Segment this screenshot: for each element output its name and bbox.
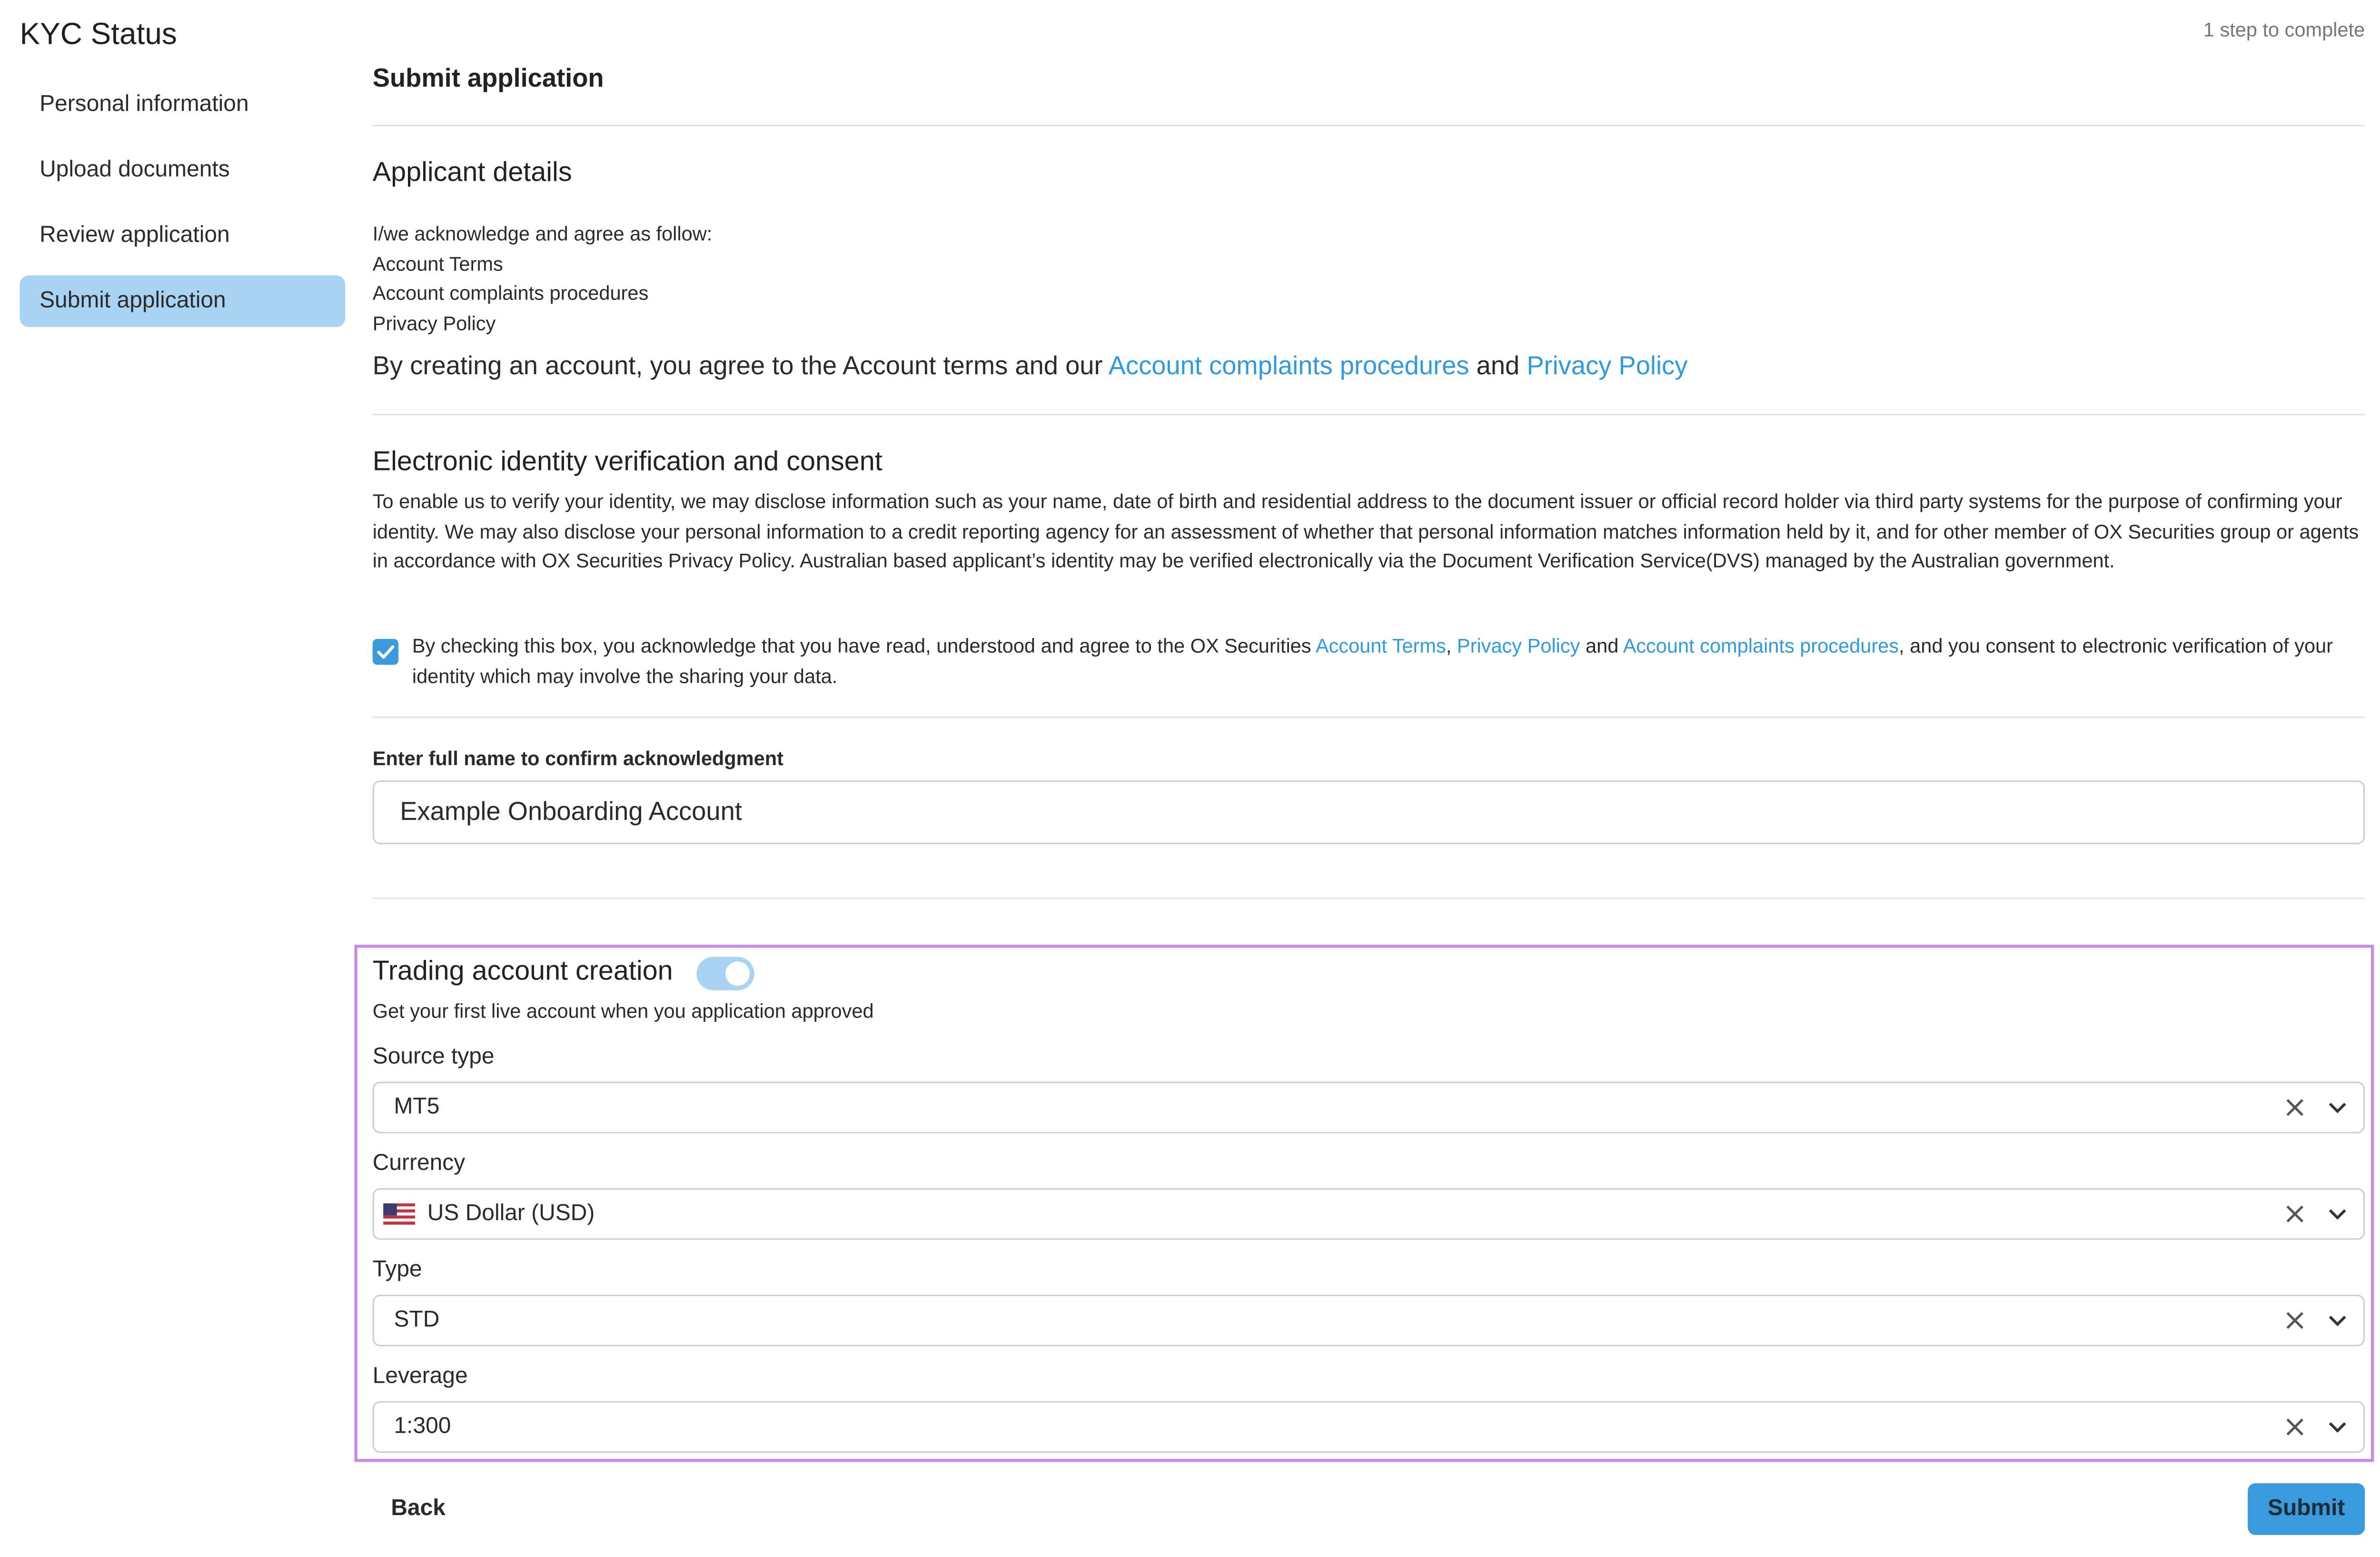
submit-button[interactable]: Submit	[2248, 1483, 2365, 1535]
trading-account-subtitle: Get your first live account when you application approved	[372, 999, 874, 1023]
currency-select[interactable]	[373, 1188, 2365, 1240]
agreement-prefix: By creating an account, you agree to the Account terms and our	[372, 351, 1109, 380]
source-type-label: Source type	[372, 1043, 495, 1070]
sidebar-title: KYC Status	[20, 18, 177, 52]
trading-account-toggle[interactable]	[696, 957, 754, 990]
source-type-value: MT5	[394, 1094, 440, 1120]
chevron-down-icon[interactable]	[2327, 1313, 2348, 1328]
leverage-value: 1:300	[394, 1413, 451, 1439]
agreement-and: and	[1469, 351, 1527, 380]
currency-label: Currency	[372, 1150, 466, 1176]
clear-icon[interactable]	[2284, 1097, 2306, 1118]
divider	[373, 125, 2365, 126]
eid-heading: Electronic identity verification and consent	[372, 446, 883, 477]
toggle-knob	[725, 961, 750, 986]
check-icon	[373, 639, 398, 665]
clear-icon[interactable]	[2284, 1310, 2306, 1331]
consent-sep: ,	[1446, 634, 1457, 658]
divider	[373, 717, 2365, 718]
privacy-policy-link[interactable]: Privacy Policy	[1457, 634, 1580, 658]
consent-text	[412, 631, 2344, 691]
leverage-label: Leverage	[372, 1363, 468, 1389]
clear-icon[interactable]	[2284, 1417, 2306, 1438]
steps-remaining: 1 step to complete	[2203, 18, 2365, 41]
acknowledgement-list	[373, 219, 712, 338]
sidebar-item-submit-application[interactable]: Submit application	[20, 275, 346, 327]
chevron-down-icon[interactable]	[2327, 1419, 2348, 1435]
source-type-select[interactable]	[373, 1082, 2365, 1134]
leverage-select[interactable]	[373, 1401, 2365, 1453]
sidebar-item-upload-documents[interactable]: Upload documents	[40, 157, 230, 183]
currency-value: US Dollar (USD)	[427, 1200, 595, 1227]
acknowledgement-line: Privacy Policy	[372, 311, 496, 334]
full-name-input[interactable]	[373, 780, 2365, 844]
type-select[interactable]	[373, 1295, 2365, 1347]
acknowledgement-line: I/we acknowledge and agree as follow:	[372, 222, 713, 245]
account-terms-link[interactable]: Account Terms	[1315, 634, 1446, 658]
us-flag-icon	[383, 1203, 415, 1225]
acknowledgement-line: Account complaints procedures	[372, 281, 649, 304]
page-title: Submit application	[372, 64, 604, 93]
account-complaints-procedures-link[interactable]: Account complaints procedures	[1108, 351, 1469, 380]
divider	[373, 414, 2365, 415]
full-name-label: Enter full name to confirm acknowledgment	[372, 747, 783, 770]
consent-prefix: By checking this box, you acknowledge that you have read, understood and agree to the OX Securities	[412, 634, 1316, 658]
type-label: Type	[372, 1257, 422, 1283]
trading-account-title: Trading account creation	[372, 955, 673, 986]
type-value: STD	[394, 1307, 440, 1333]
acknowledgement-line: Account Terms	[372, 251, 503, 275]
consent-checkbox[interactable]	[373, 639, 398, 665]
chevron-down-icon[interactable]	[2327, 1207, 2348, 1222]
account-agreement-text	[373, 351, 1688, 382]
clear-icon[interactable]	[2284, 1203, 2306, 1225]
consent-sep: and	[1580, 634, 1623, 658]
chevron-down-icon[interactable]	[2327, 1100, 2348, 1115]
eid-paragraph: To enable us to verify your identity, we may disclose information such as your name, date of birth and residential address to the document issuer or official record holder via third party systems for the purpose of confirming your identity. We may also disclose your personal information to a credit reporting agency for an assessment of whether that personal information matches information held by it, and for other member of OX Securities group or agents in accordance with OX Securities Privacy Policy. Australian based applicant’s identity may be verified electronically via the Document Verification Service(DVS) managed by the Australian government.	[372, 489, 2359, 572]
divider	[373, 898, 2365, 899]
back-button[interactable]: Back	[391, 1495, 446, 1521]
sidebar-item-review-application[interactable]: Review application	[40, 222, 230, 248]
sidebar-item-personal-information[interactable]: Personal information	[40, 91, 249, 118]
consent-suffix: , and you consent to electronic verification of your identity which may involve the sharing your data.	[412, 634, 2333, 687]
account-complaints-procedures-link[interactable]: Account complaints procedures	[1623, 634, 1899, 658]
privacy-policy-link[interactable]: Privacy Policy	[1527, 351, 1688, 380]
applicant-details-heading: Applicant details	[372, 157, 572, 187]
